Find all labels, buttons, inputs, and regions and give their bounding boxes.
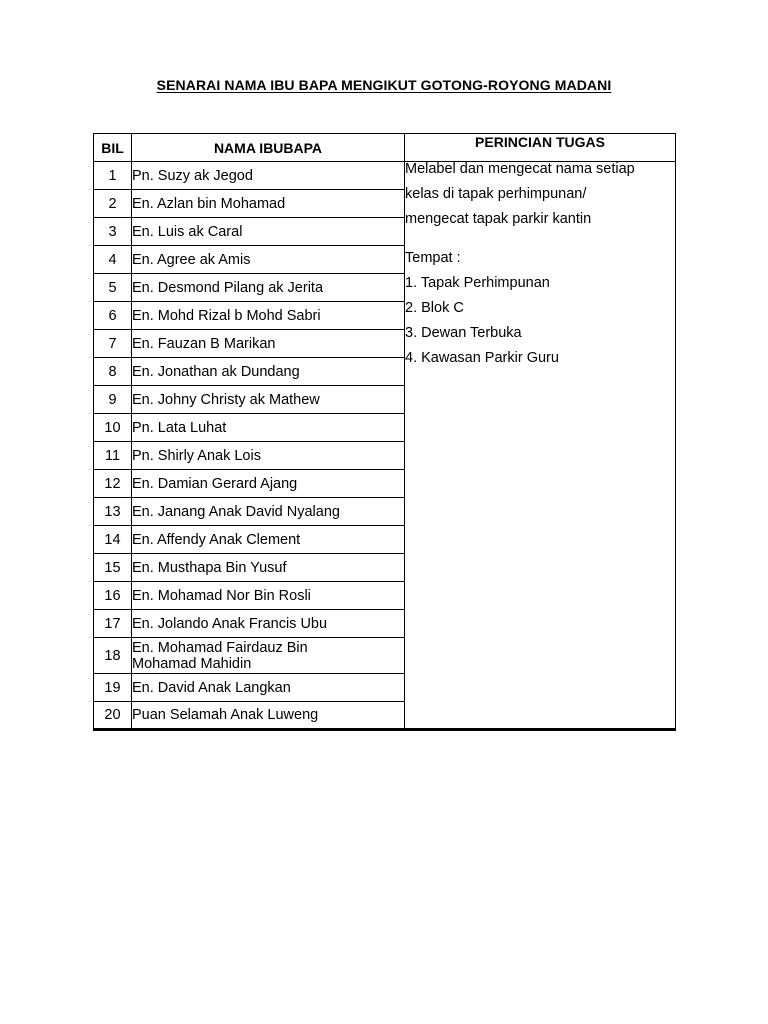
header-bil: BIL bbox=[94, 134, 132, 162]
parent-name-cell bbox=[132, 470, 405, 498]
row-number: 13 bbox=[94, 498, 132, 526]
task-description-line: Melabel dan mengecat nama setiap bbox=[405, 161, 635, 177]
parent-name: Puan Selamah Anak Luweng bbox=[132, 707, 319, 723]
parent-name: En. Fauzan B Marikan bbox=[132, 335, 276, 352]
parent-name: En. Janang Anak David Nyalang bbox=[132, 503, 340, 520]
parent-name-continued: Mohamad Mahidin bbox=[132, 655, 252, 672]
task-description bbox=[405, 157, 675, 232]
parent-name: En. Luis ak Caral bbox=[132, 223, 243, 240]
parent-name: En. Mohamad Nor Bin Rosli bbox=[132, 587, 311, 604]
task-locations bbox=[405, 246, 675, 371]
row-number: 18 bbox=[94, 638, 132, 674]
document-title: SENARAI NAMA IBU BAPA MENGIKUT GOTONG-ROYONG MADANI bbox=[156, 77, 612, 93]
parent-name: Pn. Suzy ak Jegod bbox=[132, 167, 253, 184]
row-number: 11 bbox=[94, 442, 132, 470]
parent-name-cell bbox=[132, 610, 405, 638]
parent-name: En. Johny Christy ak Mathew bbox=[132, 391, 320, 408]
parent-name-cell bbox=[132, 274, 405, 302]
parent-name: En. Desmond Pilang ak Jerita bbox=[132, 279, 324, 296]
table-body bbox=[94, 162, 676, 730]
row-number: 19 bbox=[94, 674, 132, 702]
header-nama-ibubapa: NAMA IBUBAPA bbox=[132, 134, 405, 162]
task-details-cell bbox=[405, 162, 676, 730]
row-number: 10 bbox=[94, 414, 132, 442]
location-item: 2. Blok C bbox=[405, 300, 464, 316]
parent-name-cell bbox=[132, 218, 405, 246]
parent-name: En. Affendy Anak Clement bbox=[132, 531, 301, 548]
row-number: 14 bbox=[94, 526, 132, 554]
parent-name: En. Mohamad Fairdauz Bin bbox=[132, 639, 308, 656]
parent-name: Pn. Shirly Anak Lois bbox=[132, 447, 261, 464]
parent-name: En. Damian Gerard Ajang bbox=[132, 475, 298, 492]
row-number: 6 bbox=[94, 302, 132, 330]
parent-name-cell bbox=[132, 414, 405, 442]
parent-name-cell bbox=[132, 674, 405, 702]
header-perincian-tugas: PERINCIAN TUGAS bbox=[405, 134, 676, 162]
row-number: 1 bbox=[94, 162, 132, 190]
parent-name-cell bbox=[132, 582, 405, 610]
row-number: 20 bbox=[94, 702, 132, 730]
parent-name-cell bbox=[132, 190, 405, 218]
parent-name-cell bbox=[132, 246, 405, 274]
row-number: 3 bbox=[94, 218, 132, 246]
parent-name-cell bbox=[132, 330, 405, 358]
location-label: Tempat : bbox=[405, 250, 461, 266]
location-item: 1. Tapak Perhimpunan bbox=[405, 275, 550, 291]
parent-name-cell bbox=[132, 526, 405, 554]
task-description-line: kelas di tapak perhimpunan/ bbox=[405, 186, 587, 202]
parent-name-cell bbox=[132, 358, 405, 386]
row-number: 12 bbox=[94, 470, 132, 498]
row-number: 16 bbox=[94, 582, 132, 610]
parent-name-cell bbox=[132, 442, 405, 470]
spacer bbox=[405, 232, 675, 246]
row-number: 7 bbox=[94, 330, 132, 358]
parent-name: En. David Anak Langkan bbox=[132, 679, 291, 696]
table-row bbox=[94, 162, 676, 190]
row-number: 8 bbox=[94, 358, 132, 386]
location-item: 4. Kawasan Parkir Guru bbox=[405, 350, 559, 366]
row-number: 2 bbox=[94, 190, 132, 218]
parent-name-cell bbox=[132, 386, 405, 414]
parent-name-cell bbox=[132, 554, 405, 582]
parent-name-cell bbox=[132, 498, 405, 526]
row-number: 5 bbox=[94, 274, 132, 302]
parent-task-table bbox=[93, 133, 676, 731]
parent-name: En. Jonathan ak Dundang bbox=[132, 363, 300, 380]
parent-name: En. Jolando Anak Francis Ubu bbox=[132, 615, 328, 632]
parent-name: En. Musthapa Bin Yusuf bbox=[132, 559, 287, 576]
parent-name-cell bbox=[132, 702, 405, 730]
location-item: 3. Dewan Terbuka bbox=[405, 325, 522, 341]
parent-name: En. Agree ak Amis bbox=[132, 251, 251, 268]
parent-name: Pn. Lata Luhat bbox=[132, 419, 227, 436]
task-description-line: mengecat tapak parkir kantin bbox=[405, 211, 592, 227]
parent-name-cell bbox=[132, 162, 405, 190]
parent-name-cell bbox=[132, 638, 405, 674]
parent-name: En. Mohd Rizal b Mohd Sabri bbox=[132, 307, 321, 324]
parent-name-cell bbox=[132, 302, 405, 330]
row-number: 4 bbox=[94, 246, 132, 274]
parent-name: En. Azlan bin Mohamad bbox=[132, 195, 286, 212]
row-number: 9 bbox=[94, 386, 132, 414]
row-number: 17 bbox=[94, 610, 132, 638]
row-number: 15 bbox=[94, 554, 132, 582]
